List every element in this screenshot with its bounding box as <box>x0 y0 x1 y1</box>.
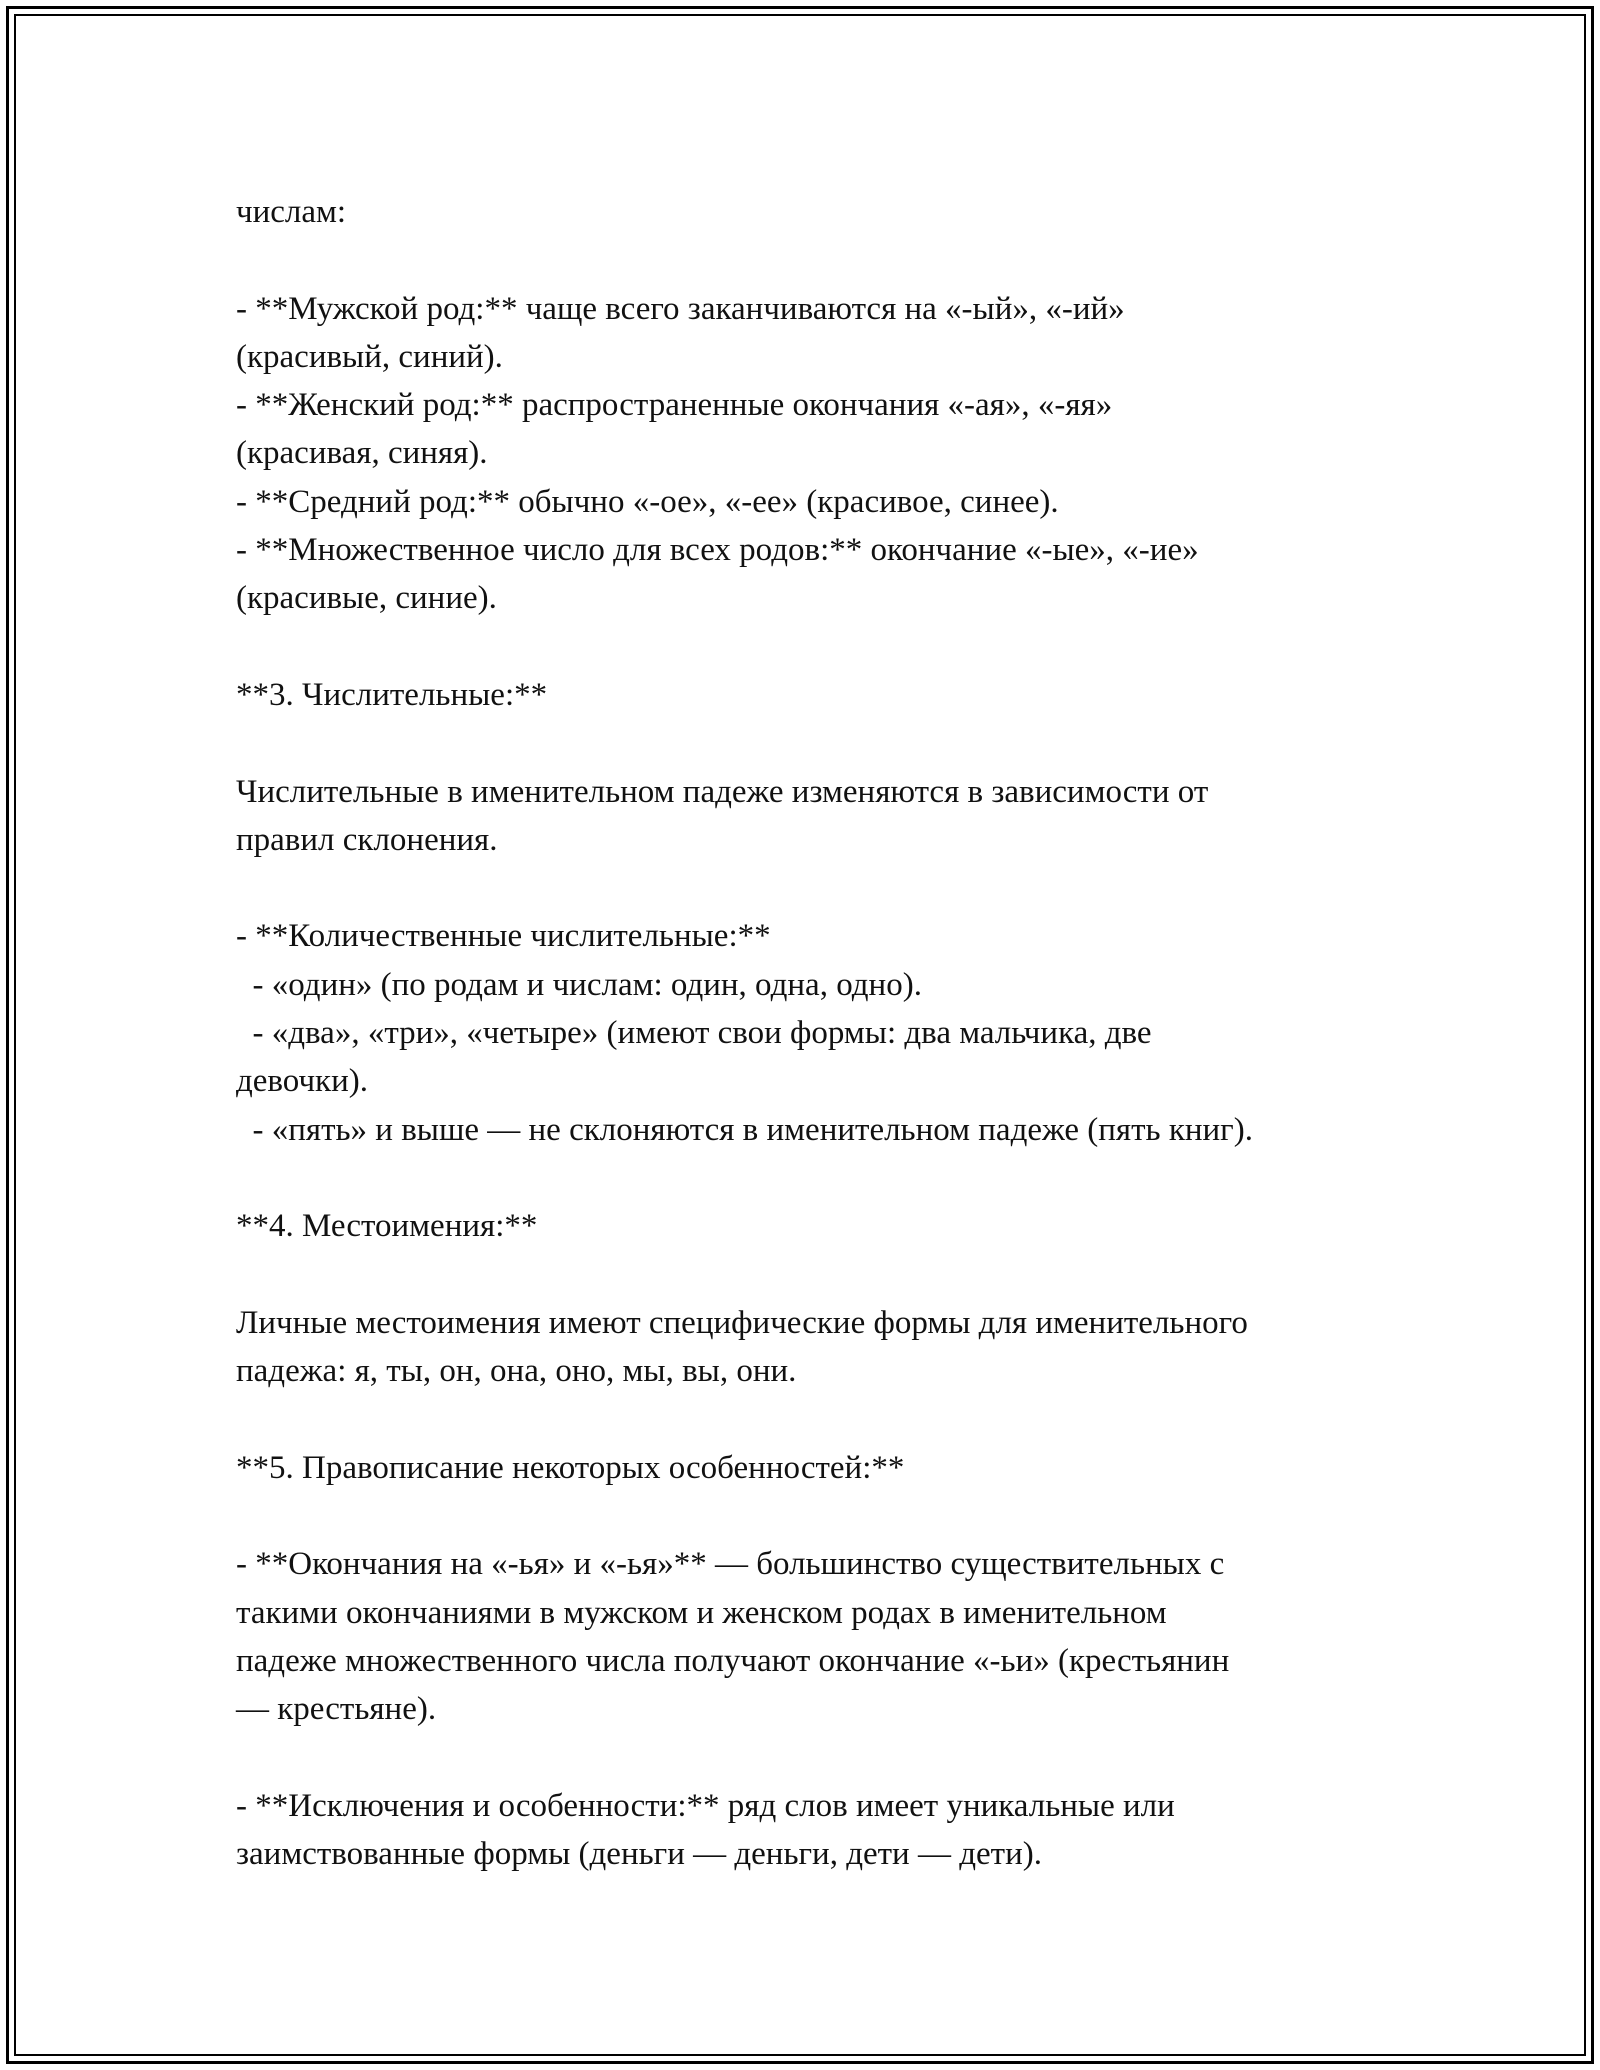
list-item-masculine: - **Мужской род:** чаще всего заканчиваются на «-ый», «-ий» <box>236 290 1125 327</box>
text-line: — крестьяне). <box>236 1691 437 1728</box>
section-heading-pronouns: **4. Местоимения:** <box>236 1208 538 1245</box>
paragraph-pronouns: Личные местоимения имеют специфические формы для именительного <box>236 1304 1248 1341</box>
blank-line <box>236 719 1396 767</box>
document-body <box>236 188 1396 1878</box>
text-line: (красивый, синий). <box>236 338 503 375</box>
sub-list-item: - «один» (по родам и числам: один, одна, одно). <box>236 966 922 1003</box>
text-line: заимствованные формы (деньги — деньги, дети — дети). <box>236 1836 1042 1873</box>
paragraph-numerals: Числительные в именительном падеже изменяются в зависимости от <box>236 773 1209 810</box>
blank-line <box>236 1154 1396 1202</box>
text-line: такими окончаниями в мужском и женском родах в именительном <box>236 1594 1167 1631</box>
text-line: числам: <box>236 194 347 230</box>
sub-list-item: - «пять» и выше — не склоняются в именительном падеже (пять книг). <box>236 1111 1253 1148</box>
list-item-cardinal: - **Количественные числительные:** <box>236 918 771 955</box>
blank-line <box>236 1734 1396 1782</box>
list-item-exceptions: - **Исключения и особенности:** ряд слов имеет уникальные или <box>236 1787 1175 1824</box>
section-heading-numerals: **3. Числительные:** <box>236 676 548 713</box>
text-line: падеже множественного числа получают окончание «-ьи» (крестьянин <box>236 1642 1230 1679</box>
text-line: (красивая, синяя). <box>236 435 488 472</box>
section-heading-spelling: **5. Правописание некоторых особенностей:** <box>236 1449 905 1486</box>
blank-line <box>236 623 1396 671</box>
text-line: падежа: я, ты, он, она, оно, мы, вы, они. <box>236 1353 797 1390</box>
blank-line <box>236 864 1396 912</box>
blank-line <box>236 1251 1396 1299</box>
sub-list-item: - «два», «три», «четыре» (имеют свои формы: два мальчика, две <box>236 1015 1152 1052</box>
list-item-feminine: - **Женский род:** распространенные окончания «-ая», «-яя» <box>236 387 1113 424</box>
list-item-plural: - **Множественное число для всех родов:** окончание «-ые», «-ие» <box>236 532 1199 569</box>
text-line: девочки). <box>236 1063 368 1100</box>
blank-line <box>236 1395 1396 1443</box>
blank-line <box>236 1492 1396 1540</box>
list-item-neuter: - **Средний род:** обычно «-ое», «-ее» (красивое, синее). <box>236 483 1059 520</box>
text-line: (красивые, синие). <box>236 580 497 617</box>
blank-line <box>236 236 1396 284</box>
list-item-endings: - **Окончания на «-ья» и «-ья»** — большинство существительных с <box>236 1546 1225 1583</box>
text-line: правил склонения. <box>236 821 498 858</box>
